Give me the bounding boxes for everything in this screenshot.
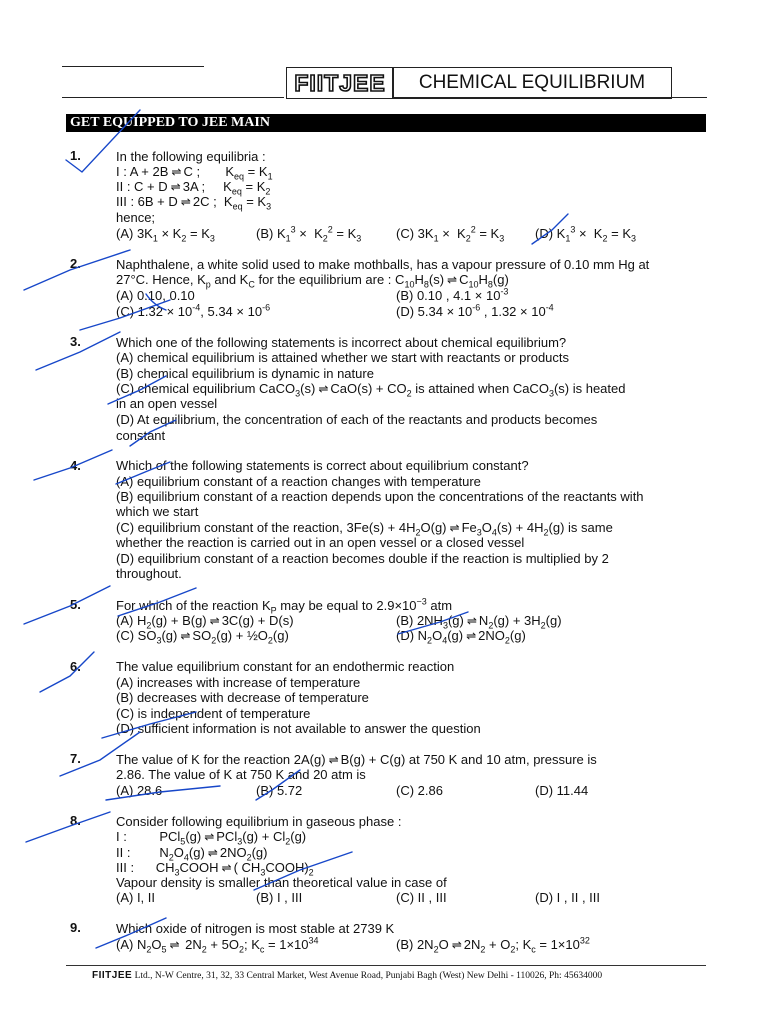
option-a: (A) $H_2(g) + B(g)$ ⇌ 3C(g) + D(s): [116, 613, 294, 631]
option-d: (D) $N_2O_4(g)$ ⇌ $2NO_2(g)$: [396, 628, 526, 646]
header-rule-bottom: [62, 97, 284, 98]
equilibrium-line: I : PCl$_5$(g) ⇌ $PCl_3(g) + Cl_2(g)$: [116, 829, 307, 847]
question-text: The value of K for the reaction 2A(g) ⇌ B(g) + C(g) at 750 K and 10 atm, pressure is: [116, 752, 597, 767]
question-text: hence;: [116, 210, 156, 225]
option-b: (B) $2N_2O$ ⇌ $2N_2 + O_2$; $K_c = 1\times 10^{32}$: [396, 935, 590, 955]
option-a: (A) $N_2O_5$ ⇌ $2N_2 + 5O_2$; $K_c = 1\times 10^{34}$: [116, 935, 319, 955]
option-c: (C) II , III: [396, 890, 447, 905]
option-c: (C) $1.32 \times 10^{-4}$, $5.34 \times 10^{-6}$: [116, 302, 271, 319]
question-text: Which oxide of nitrogen is most stable at 2739 K: [116, 921, 395, 936]
option-a: (A) chemical equilibrium is attained whether we start with reactants or products: [116, 350, 570, 365]
option-c: (C) $3K_1 \times K_2^2 = K_3$: [396, 224, 505, 244]
option-a: (A) I, II: [116, 890, 155, 905]
question-text: 27°C. Hence, $K_p$ and $K_C$ for the equilibrium are : $C_{10}H_8(s)$ ⇌ $C_{10}H_8(g)$: [116, 272, 509, 290]
equilibrium-line: I : A + 2B ⇌ C ; $K_{eq} = K_1$: [116, 164, 273, 182]
footer-rule: [66, 965, 706, 966]
equilibrium-line: II : $N_2O_4(g)$ ⇌ $2NO_2(g)$: [116, 845, 268, 863]
option-b: (B) I , III: [256, 890, 303, 905]
option-b: (B) equilibrium constant of a reaction depends upon the concentrations of the reactants with: [116, 489, 644, 504]
footer-brand: FIITJEE: [92, 970, 133, 981]
footer-text: Ltd., N-W Centre, 31, 32, 33 Central Market, West Avenue Road, Punjabi Bagh (West) New Delhi - 110026, Ph: 45634000: [134, 971, 603, 981]
question-text: The value equilibrium constant for an endothermic reaction: [116, 659, 455, 674]
header-rule-top: [62, 66, 204, 67]
option-a: (A) 28.6: [116, 783, 163, 798]
question-number: 9.: [70, 920, 81, 935]
question-number: 1.: [70, 148, 81, 163]
option-a: (A) $3K_1 \times K_2 = K_3$: [116, 226, 215, 244]
option-d: (D) At equilibrium, the concentration of each of the reactants and products becomes: [116, 412, 598, 427]
question-number: 3.: [70, 334, 81, 349]
option-c: (C) $SO_3(g)$ ⇌ $SO_2(g)$ + $\frac{1}{2}O_2(g)$: [116, 628, 289, 646]
option-d: (D) I , II , III: [535, 890, 600, 905]
option-d-cont: constant: [116, 428, 166, 443]
question-number: 7.: [70, 751, 81, 766]
fiitjee-logo: FIITJEE: [286, 67, 394, 99]
option-d: (D) $5.34 \times 10^{-6}$ , $1.32 \times 10^{-4}$: [396, 302, 554, 319]
option-b: (B) $2NH_3(g)$ ⇌ $N_2(g) + 3H_2(g)$: [396, 613, 562, 631]
option-b-cont: which we start: [116, 504, 199, 519]
question-text: Naphthalene, a white solid used to make mothballs, has a vapour pressure of 0.10 mm Hg at: [116, 257, 650, 272]
question-number: 5.: [70, 597, 81, 612]
option-b: (B) chemical equilibrium is dynamic in nature: [116, 366, 374, 381]
option-d: (D) $K_1^3 \times K_2 = K_3$: [535, 224, 637, 244]
option-d: (D) 11.44: [535, 783, 589, 798]
option-d: (D) sufficient information is not available to answer the question: [116, 721, 481, 736]
question-number: 6.: [70, 659, 81, 674]
question-text: Consider following equilibrium in gaseous phase :: [116, 814, 402, 829]
question-number: 8.: [70, 813, 81, 828]
option-a: (A) equilibrium constant of a reaction changes with temperature: [116, 474, 481, 489]
equilibrium-line: II : C + D ⇌ 3A ; $K_{eq} = K_2$: [116, 179, 271, 197]
section-banner: GET EQUIPPED TO JEE MAIN: [66, 114, 706, 132]
option-d: (D) equilibrium constant of a reaction becomes double if the reaction is multiplied by 2: [116, 551, 609, 566]
equilibrium-line: III : $CH_3COOH$ ⇌ ( $CH_3COOH)_2$: [116, 860, 314, 878]
option-c-cont: in an open vessel: [116, 396, 218, 411]
question-text: For which of the reaction $K_P$ may be equal to $2.9\times 10^{-3}$ atm: [116, 596, 453, 616]
option-a: (A) 0.10, 0.10: [116, 288, 195, 303]
question-text: 2.86. The value of K at 750 K and 20 atm is: [116, 767, 366, 782]
option-b: (B) 0.10 , $4.1 \times 10^{-3}$: [396, 286, 509, 303]
option-c: (C) equilibrium constant of the reaction, $3Fe(s) + 4H_2O(g)$ ⇌ $Fe_3O_4(s) + 4H_2(g)$ is same: [116, 520, 613, 538]
question-text: Which of the following statements is correct about equilibrium constant?: [116, 458, 529, 473]
question-number: 4.: [70, 458, 81, 473]
option-c: (C) is independent of temperature: [116, 706, 311, 721]
header-rule-right: [392, 97, 707, 98]
option-b: (B) 5.72: [256, 783, 303, 798]
pen-tick: [26, 812, 110, 842]
equilibrium-line: III : 6B + D ⇌ 2C ; $K_{eq} = K_3$: [116, 194, 272, 212]
option-c-cont: whether the reaction is carried out in an open vessel or a closed vessel: [116, 535, 525, 550]
option-b: (B) $K_1^3 \times K_2^2 = K_3$: [256, 224, 362, 244]
question-text: In the following equilibria :: [116, 149, 266, 164]
option-d-cont: throughout.: [116, 566, 182, 581]
question-text: Which one of the following statements is incorrect about chemical equilibrium?: [116, 335, 567, 350]
option-c: (C) chemical equilibrium CaCO$_3$(s) ⇌ $CaO(s) + CO_2$ is attained when CaCO$_3$(s) is heated: [116, 381, 626, 399]
pen-tick: [40, 652, 94, 692]
option-b: (B) decreases with decrease of temperature: [116, 690, 369, 705]
footer-address: [92, 970, 602, 981]
pen-tick: [24, 586, 110, 624]
option-a: (A) increases with increase of temperature: [116, 675, 361, 690]
question-text: Vapour density is smaller than theoretical value in case of: [116, 875, 447, 890]
question-number: 2.: [70, 256, 81, 271]
chapter-title: CHEMICAL EQUILIBRIUM: [392, 67, 672, 99]
option-c: (C) 2.86: [396, 783, 443, 798]
